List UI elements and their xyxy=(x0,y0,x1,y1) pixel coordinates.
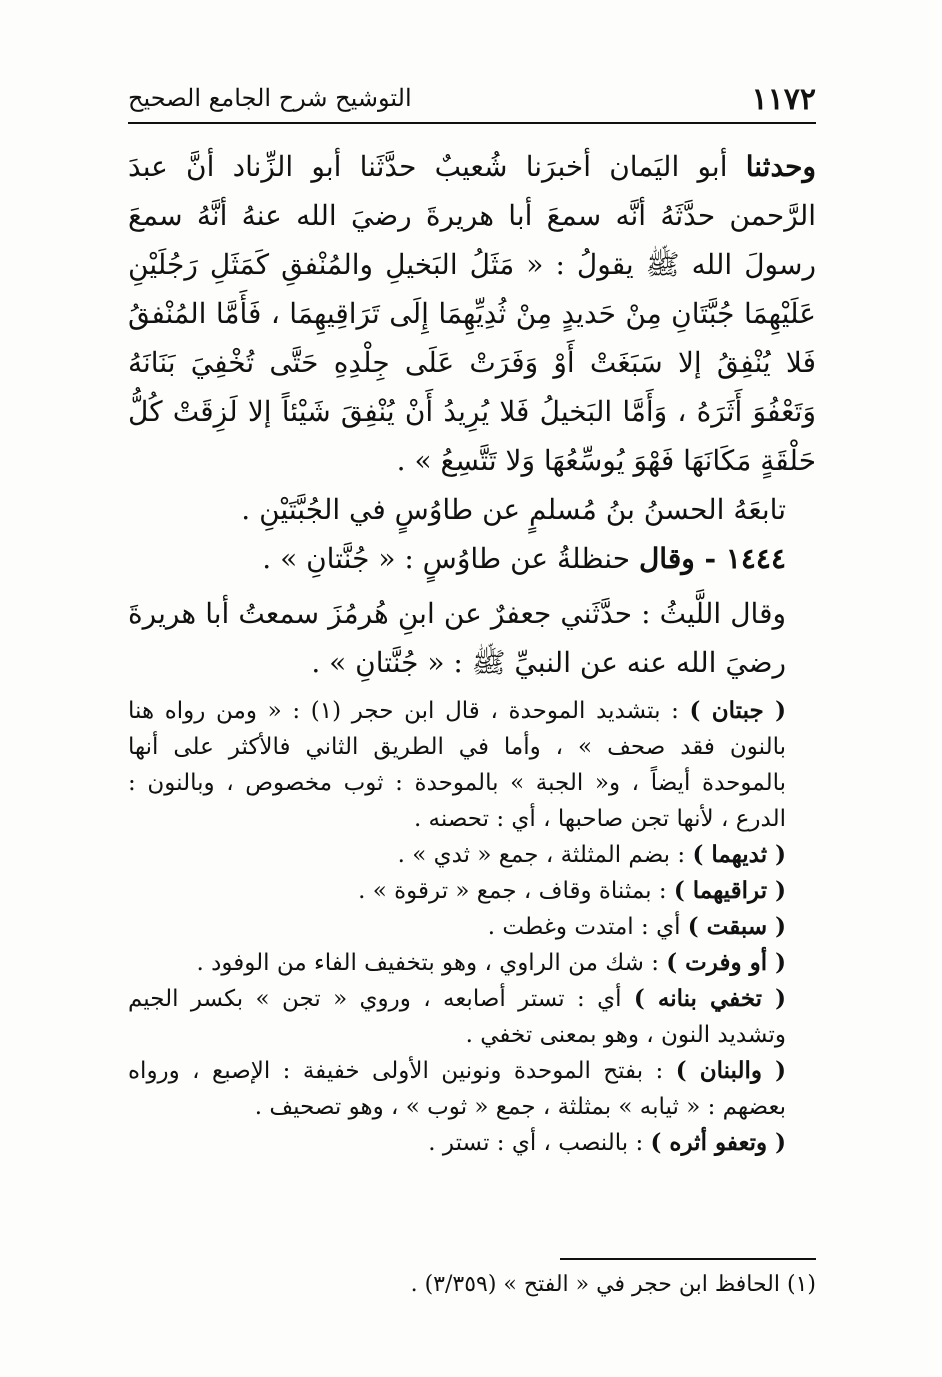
commentary-item xyxy=(128,1053,816,1125)
commentary-term: ( سبقت ) xyxy=(687,913,786,940)
layth-paragraph: وقال اللَّيثُ : حدَّثَني جعفرٌ عن ابنِ هُرمُزَ سمعتُ أبا هريرةَ رضيَ الله عنه عن النبيِّ ﷺ : « جُنَّتانِ » . xyxy=(128,597,786,679)
commentary-item xyxy=(128,837,816,873)
commentary-text: : بفتح الموحدة ونونين الأولى خفيفة : الإصبع ، ورواه بعضهم : « ثيابه » بمثلثة ، جمع « ثوب » ، وهو تصحيف . xyxy=(128,1058,786,1120)
hadith-1444-text: حنظلةُ عن طاوُسٍ : « جُنَّتانِ » . xyxy=(262,542,639,575)
hadith-lead: وحدثنا xyxy=(745,150,816,183)
commentary-term: ( والبنان ) xyxy=(675,1057,786,1084)
commentary-text: : بضم المثلثة ، جمع « ثدي » . xyxy=(397,842,693,868)
hadith-1444-paragraph xyxy=(128,534,816,583)
commentary-item xyxy=(128,693,816,837)
page-header xyxy=(128,82,816,124)
commentary-item xyxy=(128,1125,816,1161)
commentary-term: ( ثديهما ) xyxy=(692,841,786,868)
commentary-term: ( تراقيهما ) xyxy=(673,877,786,904)
commentary-text: : بالنصب ، أي : تستر . xyxy=(428,1130,651,1156)
hadith-number: ١٤٤٤ - xyxy=(694,542,786,575)
hadith-text: أبو اليَمان أخبرَنا شُعيبٌ حدَّثَنا أبو الزِّناد أنَّ عبدَ الرَّحمن حدَّثَهُ أنَّه سمعَ أبا هريرةَ رضيَ الله عنهُ أنَّهُ سمعَ رسولَ الله ﷺ يقولُ : « مَثَلُ البَخيلِ والمُنْفقِ كَمَثَلِ رَجُلَيْنِ عَلَيْهِمَا جُبَّتَانِ مِنْ حَديدٍ مِنْ ثُدِيِّهِمَا إِلَى تَرَاقِيهِمَا ، فَأَمَّا المُنْفقُ فَلا يُنْفِقُ إلا سَبَغَتْ أَوْ وَفَرَتْ عَلَى جِلْدِهِ حَتَّى تُخْفِيَ بَنَانَهُ وَتَعْفُوَ أَثَرَهُ ، وَأَمَّا البَخيلُ فَلا يُرِيدُ أَنْ يُنْفِقَ شَيْئاً إلا لَزِقَتْ كُلُّ حَلْقَةٍ مَكَانَهَا فَهْوَ يُوسِّعُهَا وَلا تَتَّسِعُ » . xyxy=(128,150,816,477)
commentary-text: أي : امتدت وغطت . xyxy=(487,914,688,940)
commentary-item xyxy=(128,981,816,1053)
commentary-text: : بمثناة وقاف ، جمع « ترقوة » . xyxy=(358,878,674,904)
mutaba-paragraph: تابعَهُ الحسنُ بنُ مُسلمٍ عن طاوُسٍ في الجُبَّتَيْنِ . xyxy=(241,493,786,526)
footnote-divider xyxy=(560,1258,816,1260)
commentary-text: : شك من الراوي ، وهو بتخفيف الفاء من الوفود . xyxy=(196,950,667,976)
running-title: التوشيح شرح الجامع الصحيح xyxy=(128,84,412,112)
commentary-term: ( تخفي بنانه ) xyxy=(633,985,787,1012)
commentary-text: : بتشديد الموحدة ، قال ابن حجر (١) : « ومن رواه هنا بالنون فقد صحف » ، وأما في الطريق الثاني فالأكثر على أنها بالموحدة أيضاً ، و« الجبة » بالموحدة : ثوب مخصوص ، وبالنون : الدرع ، لأنها تجن صاحبها ، أي : تحصنه . xyxy=(128,698,786,832)
hadith-paragraph xyxy=(128,142,816,485)
commentary-term: ( أو وفرت ) xyxy=(666,949,786,976)
commentary-term: ( جبتان ) xyxy=(689,697,787,724)
footnote: (١) الحافظ ابن حجر في « الفتح » (٣/٣٥٩) . xyxy=(410,1272,816,1297)
commentary-item xyxy=(128,873,816,909)
commentary-term: ( وتعفو أثره ) xyxy=(650,1129,786,1156)
commentary-item xyxy=(128,945,816,981)
commentary-text: أي : تستر أصابعه ، وروي « تجن » بكسر الجيم وتشديد النون ، وهو بمعنى تخفي . xyxy=(128,986,786,1048)
page-number: ١١٧٢ xyxy=(751,82,816,117)
commentary-item xyxy=(128,909,816,945)
body-text xyxy=(128,142,816,1161)
hadith-1444-lead: وقال xyxy=(638,542,695,575)
